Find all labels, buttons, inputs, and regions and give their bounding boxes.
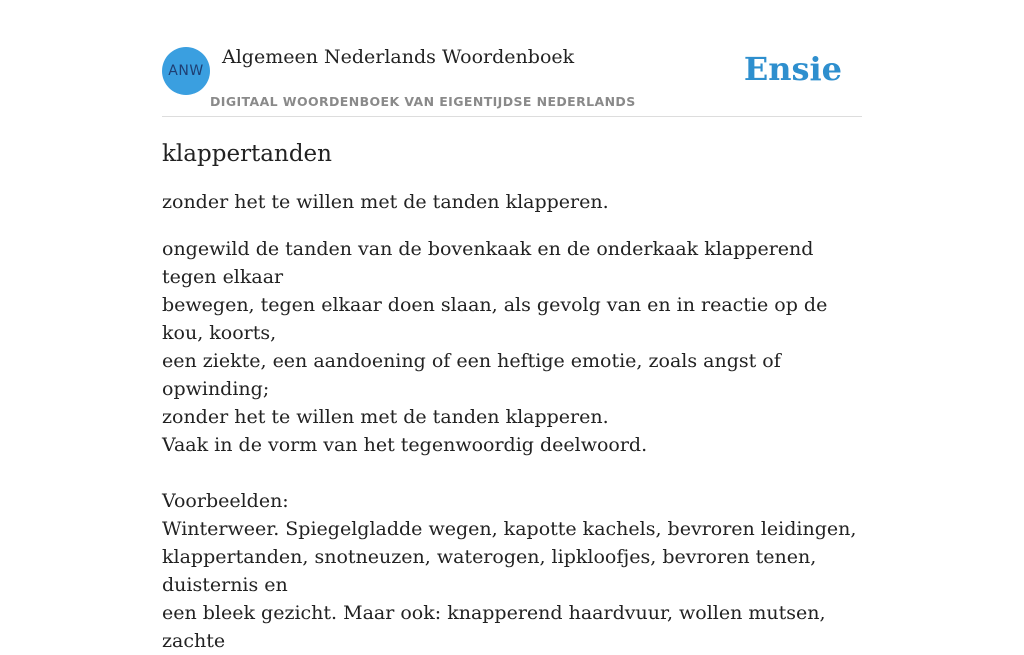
example-line: klappertanden, snotneuzen, waterogen, lipkloofjes, bevroren tenen, duisternis en: [162, 546, 817, 596]
headword: klappertanden: [162, 141, 332, 167]
definition-line: bewegen, tegen elkaar doen slaan, als gevolg van en in reactie op de kou, koorts,: [162, 294, 828, 344]
site-title[interactable]: Algemeen Nederlands Woordenboek: [222, 46, 575, 68]
spacer: [162, 459, 862, 487]
examples-label: Voorbeelden:: [162, 490, 289, 512]
ensie-brand-logo[interactable]: Ensie: [743, 50, 842, 88]
definition-line: Vaak in de vorm van het tegenwoordig deelwoord.: [162, 434, 648, 456]
definition-line: zonder het te willen met de tanden klapperen.: [162, 406, 609, 428]
definition-summary: zonder het te willen met de tanden klapperen.: [162, 191, 609, 213]
definition-line: ongewild de tanden van de bovenkaak en de onderkaak klapperend tegen elkaar: [162, 238, 814, 288]
definition-line: een ziekte, een aandoening of een heftige emotie, zoals angst of opwinding;: [162, 350, 781, 400]
definition-body: [162, 235, 862, 655]
example-line: een bleek gezicht. Maar ook: knapperend haardvuur, wollen mutsen, zachte: [162, 602, 826, 652]
site-header: [162, 40, 862, 117]
anw-logo[interactable]: ANW: [162, 47, 210, 95]
entry-content: [162, 138, 862, 655]
site-subtitle: DIGITAAL WOORDENBOEK VAN EIGENTIJDSE NEDERLANDS: [210, 94, 636, 109]
example-line: Winterweer. Spiegelgladde wegen, kapotte kachels, bevroren leidingen,: [162, 518, 857, 540]
